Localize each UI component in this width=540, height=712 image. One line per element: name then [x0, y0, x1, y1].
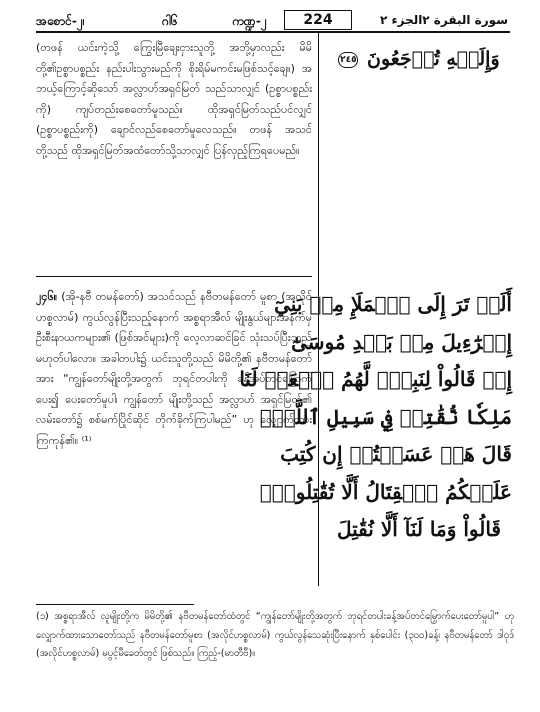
arabic-line: إِسۡرَٰٓءِيلَ مِنۢ بَعۡدِ مُوسَىٰٓ	[291, 329, 512, 354]
arabic-line: قَالَ هَلۡ عَسَيۡتُمۡ إِن كُتِبَ	[280, 442, 512, 466]
translation-text: (အို-နဗီ တမန်တော်) အသင်သည် နဗီတမန်တော် မူစာ (အလိုင်ဟစ္စလာမ်) ကွယ်လွန်ပြီးသည့်နောက် အစ္စရာအီလ် မျိုးနွယ်များအနက်မှ ဦးစီးနာယကများ၏ (ဖြစ်အင်များ)ကို လေ့လာဆင်ခြင် သုံးသပ်ပြီးသည် မဟုတ်ပါလော။ အခါတပါး၌ ယင်းသူတို့သည် မိမိတို့၏ နဗီတမန်တော်အား “ကျွန်တော်မျိုးတို့အတွက် ဘုရင်တပါးကို ခန့်အပ်တင်မြှောက်ပေး၍ ပေးတော်မူပါ၊ ကျွန်တော် မျိုးတို့သည် အလ္လာဟ် အရှင်မြတ်၏ လမ်းတော်၌ စစ်မက်ပြိုင်ဆိုင် တိုက်ခိုက်ကြပါမည်” ဟု လျှောက်ထားကြကုန်၏။ ⁽¹⁾	[36, 290, 313, 447]
page-number: 224	[284, 10, 352, 30]
arabic-verse-end	[326, 48, 512, 70]
arabic-line: مَلِكٗا نُّقَٰتِلۡ فِي سَبِيلِ ٱللَّهِۖ	[259, 404, 512, 429]
header-left-label: အစောင်-၂၊	[36, 14, 85, 28]
ayah-number-marker: ٢٤٥	[338, 52, 358, 68]
arabic-line: وَإِلَيۡهِ تُرۡجَعُونَ	[367, 48, 500, 70]
header-rule	[36, 31, 510, 33]
header-middle-label-2: ကဏ္ဍ-၂	[232, 14, 267, 28]
verse-number: ၂၄၆။	[36, 290, 58, 303]
arabic-verse-block	[239, 286, 512, 549]
arabic-line: إِذۡ قَالُواْ لِنَبِيّٖ لَّهُمُ ٱبۡعَثۡ لَنَا	[239, 367, 512, 391]
verse-separator-rule	[36, 276, 312, 277]
arabic-line: قَالُواْ وَمَا لَنَآ أَلَّا نُقَٰتِلَ	[336, 517, 501, 541]
arabic-line: عَلَيۡكُمُ ٱلۡقِتَالُ أَلَّا تُقَٰتِلُواْۖ	[259, 479, 512, 504]
footnote	[36, 608, 514, 664]
footnote-rule	[36, 604, 194, 605]
surah-label: سورة البقرة ٢	[422, 13, 508, 27]
translation-block-1	[36, 38, 312, 161]
arabic-line: أَلَمۡ تَرَ إِلَى ٱلۡمَلَإِ مِنۢ بَنِيٓ	[274, 292, 512, 316]
juz-label: الجزء ٢	[380, 13, 423, 27]
footnote-text: (၁) အစ္စရာအီလ် လူမျိုးတို့က မိမိတို့၏ နဗီတမန်တော်ထံတွင် “ကျွန်တော်မျိုးတို့အတွက် ဘုရင်တပါးခန့်အပ်တင်မြှောက်ပေးတော်မူပါ” ဟု လျှောက်ထားသောတော်သည် နဗီတမန်တော်မူစာ (အလိုင်ဟစ္စလာမ်) ကွယ်လွန်သေဆုံးပြီးနောက် နှစ်ပေါင်း (၃၀၀)ခန့်၊ နဗီတမန်တော် ဒါဝုဒ် (အလိုင်ဟစ္စလာမ်) မပွင့်မီခေတ်တွင် ဖြစ်သည်။ ကြည့်-(မာတီဗီ)။	[36, 611, 514, 659]
translation-paragraph: (တဖန် ယင်းကဲ့သို့ ကြွေးမြီချေးငှားသူတို့ အဘို့မှာလည်း မိမိတို့၏ဥစ္စာပစ္စည်း နည်းပါးသွားမည်ကို စိုးရိမ်မကင်းမဖြစ်သင့်ချေ။) အဘယ့်ကြောင့်ဆိုသော် အလ္လာဟ်အရှင်မြတ် သည်သာလျှင် (ဥစ္စာပစ္စည်းကို) ကျပ်တည်းစေတော်မူသည်။ ထိုအရှင်မြတ်သည်ပင်လျှင် (ဥစ္စာပစ္စည်းကို) ချောင်လည်စေတော်မူလေသည်။ တဖန် အသင်တို့သည် ထိုအရှင်မြတ်အထံတော်သို့သာလျှင် ပြန်လှည့်ကြရပေမည်။	[36, 41, 312, 157]
page-header	[36, 10, 508, 32]
header-middle-label-1: ဂါ၆	[162, 14, 178, 28]
